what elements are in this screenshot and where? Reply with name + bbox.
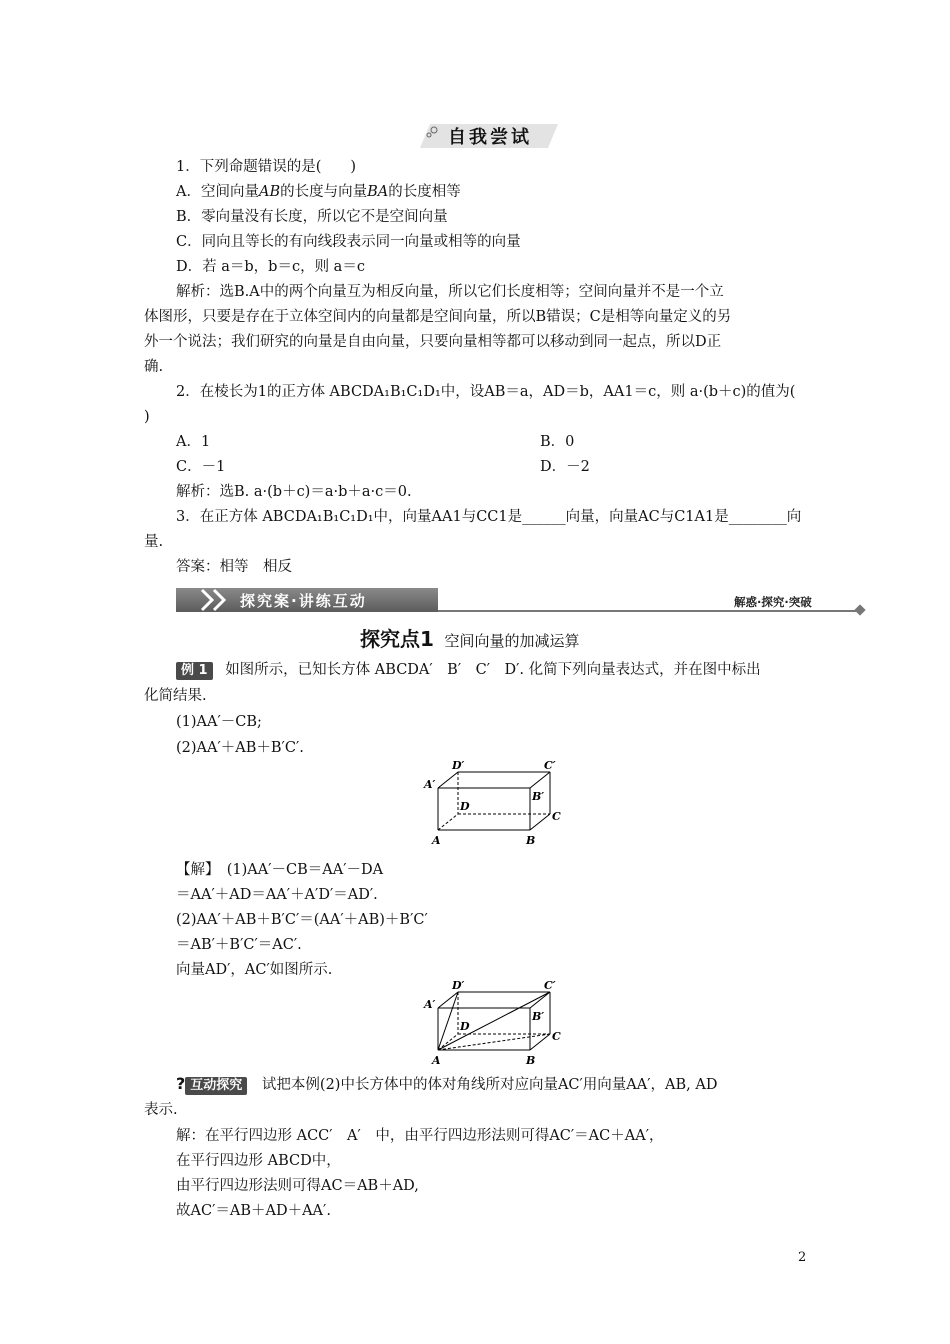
q2-option-a: A．1 [176, 434, 211, 450]
example-line: 例 1 如图所示，已知长方体 ABCDA′ B′ C′ D′. 化简下列向量表达式，并在图中标出 [176, 660, 761, 680]
interactive-badge: 互动探究 [185, 1077, 247, 1095]
example-item-2: (2)AA′＋AB＋B′C′. [176, 740, 304, 756]
point-heading: 探究点1 空间向量的加减运算 [360, 627, 580, 651]
vertex-label: A [432, 1054, 441, 1067]
diamond-icon [854, 604, 865, 615]
section-ribbon-title: 探究案·讲练互动 [240, 592, 367, 610]
vertex-label: A′ [424, 778, 436, 791]
solution-line: ＝AB′＋B′C′＝AC′. [176, 937, 302, 953]
vertex-label: B [526, 1054, 536, 1067]
interactive-answer: 在平行四边形 ABCD中， [176, 1153, 341, 1169]
section-ribbon-subtitle: 解惑·探究·突破 [734, 595, 812, 609]
solution-line: 向量AD′，AC′如图所示. [176, 962, 333, 978]
vertex-label: D′ [452, 760, 465, 772]
q1-option-d: D．若 a＝b，b＝c，则 a＝c [176, 259, 365, 275]
q1-solution-line: 确. [144, 359, 164, 375]
vertex-label: C [552, 1030, 561, 1043]
q1-solution-line: 解析：选B.A中的两个向量互为相反向量，所以它们长度相等；空间向量并不是一个立 [176, 284, 724, 300]
q2-stem: 2．在棱长为1的正方体 ABCDA₁B₁C₁D₁中，设AB＝a，AD＝b，AA1＝c，则 a·(b＋c)的值为( [176, 384, 796, 400]
vertex-label: D [460, 1020, 470, 1033]
q3-answer: 答案：相等 相反 [176, 559, 292, 575]
vertex-label: B′ [532, 1010, 545, 1023]
vertex-label: D′ [452, 980, 465, 992]
example-badge: 例 1 [176, 662, 213, 680]
q3-stem-end: 量. [144, 534, 164, 550]
q3-stem: 3．在正方体 ABCDA₁B₁C₁D₁中，向量AA1与CC1是______向量，向量AC与C1A1是________向 [176, 509, 802, 525]
solution-line: ＝AA′＋AD＝AA′＋A′D′＝AD′. [176, 887, 378, 903]
vertex-label: D [460, 800, 470, 813]
solution-line: (2)AA′＋AB＋B′C′＝(AA′＋AB)＋B′C′ [176, 912, 428, 928]
interactive-question-end: 表示. [144, 1102, 178, 1118]
question-mark-icon: ? [176, 1074, 186, 1093]
vertex-label: C [552, 810, 561, 823]
q2-option-c: C．－1 [176, 459, 226, 475]
q2-option-d: D．－2 [540, 459, 590, 475]
interactive-question: ? 互动探究 试把本例(2)中长方体中的体对角线所对应向量AC′用向量AA′，AB, AD [176, 1074, 718, 1093]
cuboid-figure-diagonals [420, 980, 570, 1072]
interactive-answer: 故AC′＝AB＋AD＋AA′. [176, 1203, 331, 1219]
vertex-label: C′ [544, 760, 556, 772]
double-chevron-icon [198, 588, 232, 612]
interactive-answer: 由平行四边形法则可得AC＝AB＋AD, [176, 1178, 419, 1194]
page-number: 2 [798, 1250, 807, 1265]
vertex-label: C′ [544, 980, 556, 992]
q1-option-a: A．空间向量AB的长度与向量BA的长度相等 [176, 184, 461, 200]
solution-line: 【解】 (1)AA′－CB＝AA′－DA [176, 862, 384, 878]
q1-solution-line: 外一个说法；我们研究的向量是自由向量，只要向量相等都可以移动到同一起点，所以D正 [144, 334, 722, 350]
vertex-label: B′ [532, 790, 545, 803]
vertex-label: B [526, 834, 536, 847]
section-rule [438, 610, 858, 612]
example-line-2: 化简结果. [144, 688, 207, 704]
cuboid-figure [420, 760, 570, 852]
interactive-answer: 解：在平行四边形 ACC′ A′ 中，由平行四边形法则可得AC′＝AC＋AA′， [176, 1128, 664, 1144]
example-item-1: (1)AA′－CB; [176, 714, 262, 730]
q1-option-b: B．零向量没有长度，所以它不是空间向量 [176, 209, 448, 225]
q1-option-c: C．同向且等长的有向线段表示同一向量或相等的向量 [176, 234, 521, 250]
vertex-label: A [432, 834, 441, 847]
q2-stem-end: ) [144, 409, 150, 425]
q2-option-b: B．0 [540, 434, 575, 450]
q1-stem: 1．下列命题错误的是( ) [176, 159, 357, 175]
q2-solution: 解析：选B. a·(b＋c)＝a·b＋a·c＝0. [176, 484, 412, 500]
q1-solution-line: 体图形，只要是存在于立体空间内的向量都是空间向量，所以B错误；C是相等向量定义的另 [144, 309, 732, 325]
self-test-title: 自我尝试 [448, 127, 532, 148]
vertex-label: A′ [424, 998, 436, 1011]
